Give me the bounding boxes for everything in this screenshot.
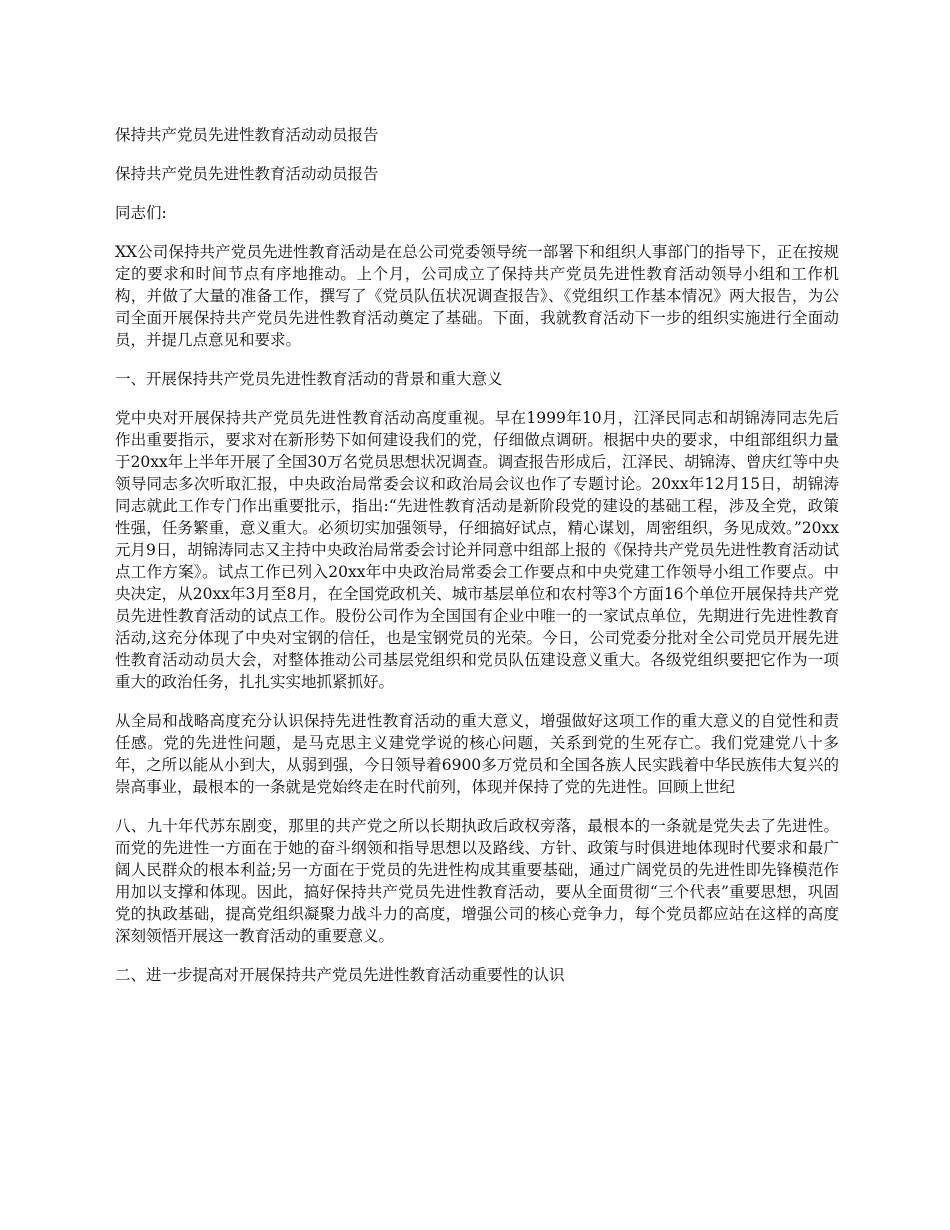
document-title: 保持共产党员先进性教育活动动员报告 [115,126,379,144]
document-subtitle: 保持共产党员先进性教育活动动员报告 [115,165,379,183]
paragraph-history: 八、九十年代苏东剧变，那里的共产党之所以长期执政后政权旁落，最根本的一条就是党失去了先进性。而党的先进性一方面在于她的奋斗纲领和指导思想以及路线、方针、政策与时俱进地体现时代要求和最广阔人民群众的根本利益;另一方面在于党员的先进性构成其重要基础，通过广阔党员的先进性即先锋模范作用加以支撑和体现。因此，搞好保持共产党员先进性教育活动，要从全面贯彻“三个代表”重要思想，巩固党的执政基础，提高党组织凝聚力战斗力的高度，增强公司的核心竞争力，每个党员都应站在这样的高度深刻领悟开展这一教育活动的重要意义。 [115,817,839,945]
section-heading-1: 一、开展保持共产党员先进性教育活动的背景和重大意义 [115,370,503,388]
paragraph-intro: XX公司保持共产党员先进性教育活动是在总公司党委领导统一部署下和组织人事部门的指导下，正在按规定的要求和时间节点有序地推动。上个月，公司成立了保持共产党员先进性教育活动领导小组和工作机构，并做了大量的准备工作，撰写了《党员队伍状况调查报告》、《党组织工作基本情况》两大报告，为公司全面开展保持共产党员先进性教育活动奠定了基础。下面，我就教育活动下一步的组织实施进行全面动员，并提几点意见和要求。 [115,243,839,349]
paragraph-background: 党中央对开展保持共产党员先进性教育活动高度重视。早在1999年10月，江泽民同志和胡锦涛同志先后作出重要指示，要求对在新形势下如何建设我们的党，仔细做点调研。根据中央的要求，中组部组织力量于20xx年上半年开展了全国30万名党员思想状况调查。调查报告形成后，江泽民、胡锦涛、曾庆红等中央领导同志多次听取汇报，中央政治局常委会议和政治局会议也作了专题讨论。20xx年12月15日，胡锦涛同志就此工作专门作出重要批示，指出:“先进性教育活动是新阶段党的建设的基础工程，涉及全党，政策性强，任务繁重，意义重大。必须切实加强领导，仔细搞好试点，精心谋划，周密组织，务见成效。”20xx元月9日，胡锦涛同志又主持中央政治局常委会讨论并同意中组部上报的《保持共产党员先进性教育活动试点工作方案》。试点工作已列入20xx年中央政治局常委会工作要点和中央党建工作领导小组工作要点。中央决定，从20xx年3月至8月，在全国党政机关、城市基层单位和农村等3个方面16个单位开展保持共产党员先进性教育活动的试点工作。股份公司作为全国国有企业中唯一的一家试点单位，先期进行先进性教育活动,这充分体现了中央对宝钢的信任，也是宝钢党员的光荣。今日，公司党委分批对全公司党员开展先进性教育活动动员大会，对整体推动公司基层党组织和党员队伍建设意义重大。各级党组织要把它作为一项重大的政治任务，扎扎实实地抓紧抓好。 [115,409,839,691]
section-heading-2: 二、进一步提高对开展保持共产党员先进性教育活动重要性的认识 [115,966,565,984]
salutation: 同志们: [115,204,167,222]
paragraph-significance: 从全局和战略高度充分认识保持先进性教育活动的重大意义，增强做好这项工作的重大意义的自觉性和责任感。党的先进性问题，是马克思主义建党学说的核心问题，关系到党的生死存亡。我们党建党八十多年，之所以能从小到大，从弱到强，今日领导着6900多万党员和全国各族人民实践着中华民族伟大复兴的崇高事业，最根本的一条就是党始终走在时代前列，体现并保持了党的先进性。回顾上世纪 [115,712,839,796]
document-page [115,124,839,1003]
